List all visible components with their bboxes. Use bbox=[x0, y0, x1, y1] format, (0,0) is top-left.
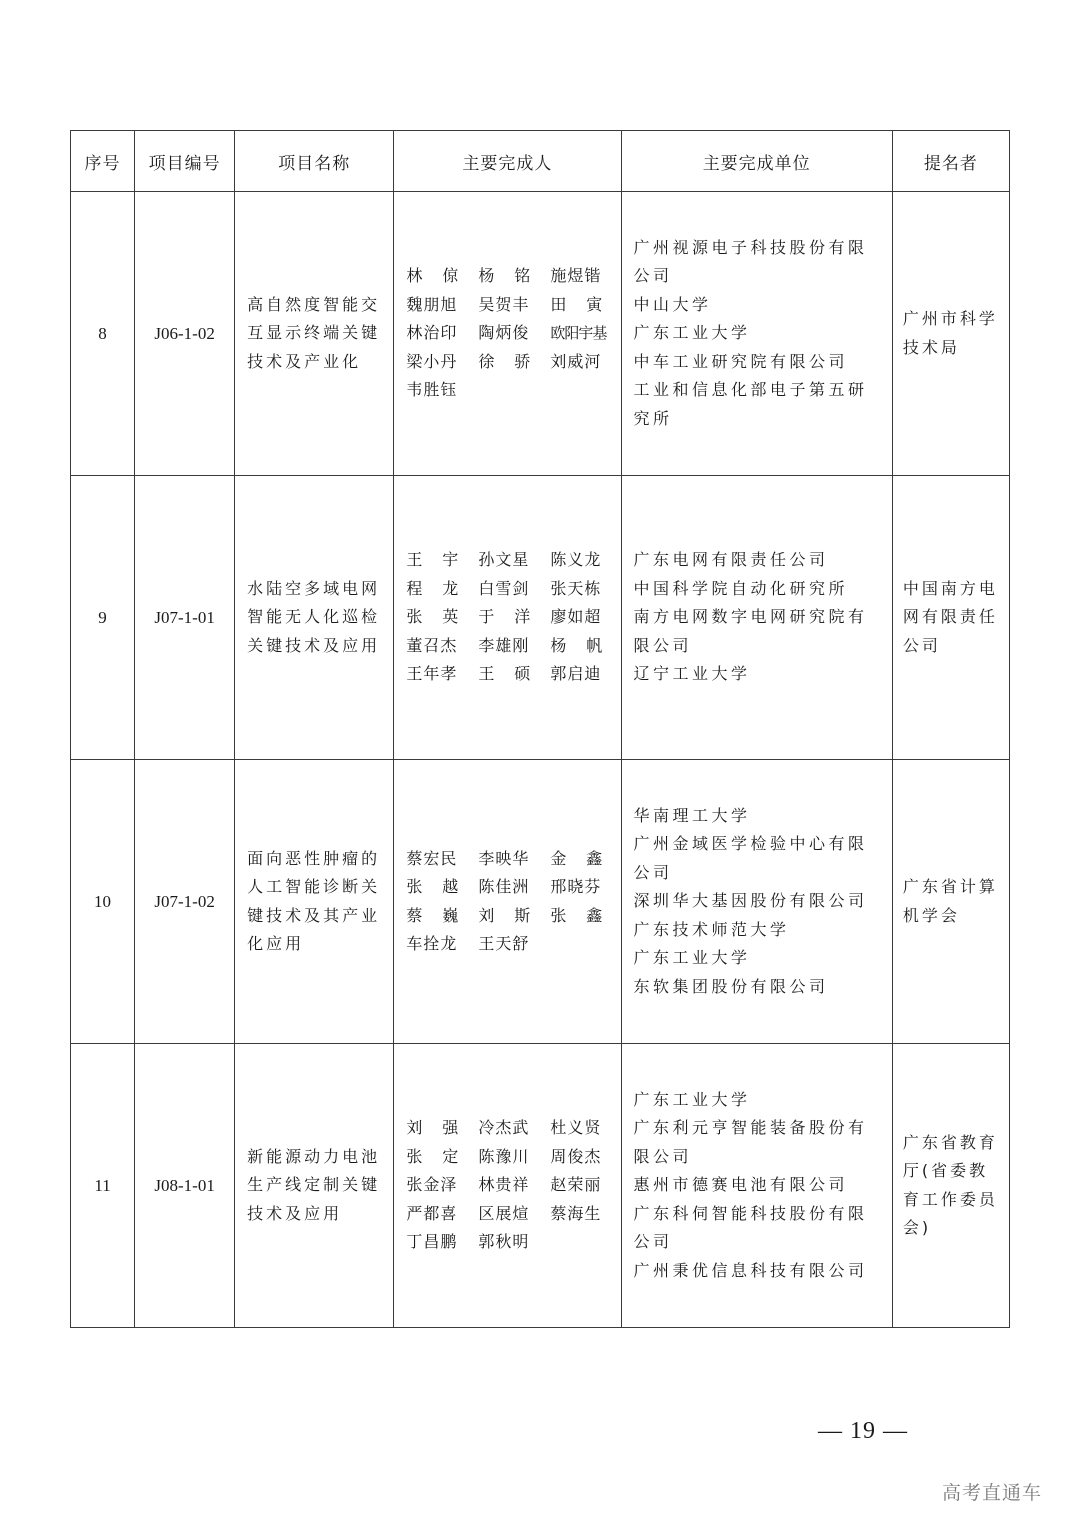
contributor-name: 张 定 bbox=[406, 1146, 459, 1166]
unit-name: 中国科学院自动化研究所 bbox=[633, 578, 849, 598]
contributor-name: 欧阳宇基 bbox=[550, 324, 607, 343]
unit-name: 广州金域医学检验中心有限公司 bbox=[633, 834, 868, 882]
contributor-name: 陶炳俊 bbox=[478, 323, 530, 343]
row-index: 9 bbox=[71, 476, 135, 760]
row-index: 8 bbox=[71, 192, 135, 476]
contributor-name: 程 龙 bbox=[406, 578, 459, 598]
contributor-name: 廖如超 bbox=[550, 607, 602, 627]
unit-name: 广州视源电子科技股份有限公司 bbox=[633, 237, 868, 286]
unit-name: 深圳华大基因股份有限公司 bbox=[633, 891, 868, 911]
awards-table bbox=[70, 130, 1010, 1328]
unit-name: 华南理工大学 bbox=[633, 805, 751, 825]
page-number: — 19 — bbox=[818, 1418, 908, 1444]
contributor-name: 张 英 bbox=[406, 607, 459, 627]
contributor-name: 郭启迪 bbox=[550, 664, 602, 684]
header-units: 主要完成单位 bbox=[621, 131, 892, 192]
contributor-name: 张金泽 bbox=[406, 1175, 458, 1195]
unit-name: 广东工业大学 bbox=[633, 323, 751, 343]
unit-name: 中车工业研究院有限公司 bbox=[633, 351, 849, 371]
contributor-name: 陈义龙 bbox=[550, 550, 602, 570]
contributor-name: 区展煊 bbox=[478, 1203, 530, 1223]
contributor-name: 张 鑫 bbox=[550, 905, 603, 925]
unit-name: 中山大学 bbox=[633, 294, 712, 314]
table-body bbox=[71, 192, 1010, 1328]
contributor-name: 吴贺丰 bbox=[478, 294, 530, 314]
contributor-name: 董召杰 bbox=[406, 635, 458, 655]
project-code: J08-1-01 bbox=[135, 1044, 235, 1328]
main-units bbox=[621, 1044, 892, 1328]
row-index: 11 bbox=[71, 1044, 135, 1328]
main-units bbox=[621, 760, 892, 1044]
contributor-name: 周俊杰 bbox=[550, 1146, 602, 1166]
contributor-name: 李映华 bbox=[478, 848, 530, 868]
contributor-name: 王天舒 bbox=[478, 934, 530, 953]
contributor-name: 蔡海生 bbox=[550, 1203, 602, 1223]
contributor-name: 车拴龙 bbox=[406, 934, 458, 953]
header-name: 项目名称 bbox=[235, 131, 394, 192]
contributor-name: 郭秋明 bbox=[478, 1232, 530, 1252]
contributor-name: 王 硕 bbox=[478, 664, 531, 684]
contributors-grid bbox=[406, 546, 610, 689]
table-row bbox=[71, 192, 1010, 476]
contributors-grid bbox=[406, 262, 610, 405]
nominator: 中国南方电网有限责任公司 bbox=[892, 476, 1009, 760]
contributor-name: 丁昌鹏 bbox=[406, 1232, 458, 1252]
main-units bbox=[621, 476, 892, 760]
watermark: 高考直通车 bbox=[942, 1482, 1043, 1504]
table-row bbox=[71, 476, 1010, 760]
contributor-name: 林治印 bbox=[406, 323, 458, 343]
contributor-name: 蔡 巍 bbox=[406, 905, 459, 925]
contributor-name: 王年孝 bbox=[406, 664, 458, 684]
unit-name: 广东利元亨智能装备股份有限公司 bbox=[633, 1118, 868, 1166]
row-index: 10 bbox=[71, 760, 135, 1044]
project-name: 新能源动力电池生产线定制关键技术及应用 bbox=[235, 1044, 394, 1328]
unit-name: 广东技术师范大学 bbox=[633, 919, 790, 939]
contributor-name: 冷杰武 bbox=[478, 1118, 530, 1138]
contributor-name: 刘 斯 bbox=[478, 905, 531, 925]
contributors-grid bbox=[406, 845, 610, 959]
main-contributors bbox=[394, 192, 621, 476]
project-code: J06-1-02 bbox=[135, 192, 235, 476]
unit-name: 广东科伺智能科技股份有限公司 bbox=[633, 1203, 868, 1252]
contributor-name: 赵荣丽 bbox=[550, 1175, 602, 1195]
contributor-name: 刘威河 bbox=[550, 351, 602, 371]
contributor-name: 林贵祥 bbox=[478, 1175, 530, 1195]
contributor-name: 白雪剑 bbox=[478, 578, 530, 598]
contributor-name: 田 寅 bbox=[550, 294, 603, 314]
contributor-name: 邢晓芬 bbox=[550, 877, 602, 896]
contributor-name: 严都喜 bbox=[406, 1203, 458, 1223]
unit-name: 东软集团股份有限公司 bbox=[633, 976, 829, 996]
table-header-row bbox=[71, 131, 1010, 192]
main-contributors bbox=[394, 1044, 621, 1328]
contributor-name: 张 越 bbox=[406, 877, 459, 896]
project-code: J07-1-01 bbox=[135, 476, 235, 760]
contributor-name: 杨 帆 bbox=[550, 635, 603, 655]
unit-name: 工业和信息化部电子第五研究所 bbox=[633, 380, 868, 428]
header-people: 主要完成人 bbox=[394, 131, 621, 192]
contributor-name: 陈豫川 bbox=[478, 1146, 530, 1166]
contributor-name: 杨 铭 bbox=[478, 266, 531, 286]
contributor-name: 于 洋 bbox=[478, 607, 531, 627]
contributor-name: 韦胜钰 bbox=[406, 380, 458, 400]
contributor-name: 施煜锴 bbox=[550, 266, 602, 286]
header-code: 项目编号 bbox=[135, 131, 235, 192]
unit-name: 南方电网数字电网研究院有限公司 bbox=[633, 607, 868, 655]
main-units bbox=[621, 192, 892, 476]
header-nominator: 提名者 bbox=[892, 131, 1009, 192]
contributor-name: 李雄刚 bbox=[478, 635, 530, 655]
contributor-name: 杜义贤 bbox=[550, 1118, 602, 1138]
project-code: J07-1-02 bbox=[135, 760, 235, 1044]
contributor-name: 刘 强 bbox=[406, 1118, 459, 1138]
table-row bbox=[71, 1044, 1010, 1328]
contributor-name: 张天栋 bbox=[550, 578, 602, 598]
contributor-name: 王 宇 bbox=[406, 550, 459, 570]
project-name: 面向恶性肿瘤的人工智能诊断关键技术及其产业化应用 bbox=[235, 760, 394, 1044]
unit-name: 广东电网有限责任公司 bbox=[633, 550, 829, 570]
contributor-name: 梁小丹 bbox=[406, 351, 458, 371]
contributor-name: 徐 骄 bbox=[478, 351, 531, 371]
unit-name: 辽宁工业大学 bbox=[633, 664, 751, 684]
nominator: 广州市科学技术局 bbox=[892, 192, 1009, 476]
contributor-name: 金 鑫 bbox=[550, 848, 603, 868]
nominator: 广东省计算机学会 bbox=[892, 760, 1009, 1044]
contributor-name: 陈佳洲 bbox=[478, 877, 530, 896]
contributor-name: 孙文星 bbox=[478, 550, 530, 570]
project-name: 高自然度智能交互显示终端关键技术及产业化 bbox=[235, 192, 394, 476]
contributor-name: 魏朋旭 bbox=[406, 294, 458, 314]
nominator: 广东省教育厅(省委教育工作委员会) bbox=[892, 1044, 1009, 1328]
main-contributors bbox=[394, 760, 621, 1044]
main-contributors bbox=[394, 476, 621, 760]
contributors-grid bbox=[406, 1114, 610, 1257]
unit-name: 惠州市德赛电池有限公司 bbox=[633, 1175, 849, 1195]
unit-name: 广东工业大学 bbox=[633, 948, 751, 968]
header-index: 序号 bbox=[71, 131, 135, 192]
contributor-name: 林 倞 bbox=[406, 266, 459, 286]
unit-name: 广州秉优信息科技有限公司 bbox=[633, 1260, 868, 1280]
contributor-name: 蔡宏民 bbox=[406, 848, 458, 868]
unit-name: 广东工业大学 bbox=[633, 1089, 751, 1109]
project-name: 水陆空多域电网智能无人化巡检关键技术及应用 bbox=[235, 476, 394, 760]
table-row bbox=[71, 760, 1010, 1044]
